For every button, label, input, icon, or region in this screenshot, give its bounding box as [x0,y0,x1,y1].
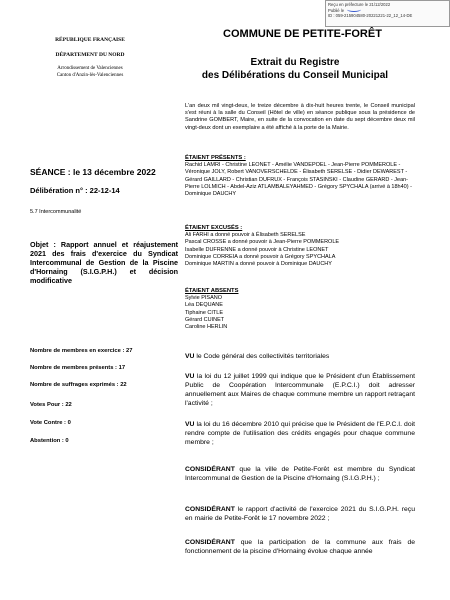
deliberation-number: Délibération n° : 22-12-14 [30,186,120,195]
objet-paragraph: Objet : Rapport annuel et réajustement 2021 des frais d'exercice du Syndicat Intercommunal de Gestion de la Piscine d'Hornaing (S.I.G.P.H.) et décision modificative [30,240,178,285]
stat-members: Nombre de membres en exercice : 27 [30,348,133,354]
excused-item: Dominique MARTIN a donné pouvoir à Dominique DAUCHY [185,261,332,268]
stamp-received: Reçu en préfecture le 21/12/2022 [328,2,391,7]
excused-item: Ali FARHI a donné pouvoir à Élisabeth SERELSE [185,232,306,239]
document-title: Extrait du Registre des Délibérations du Conseil Municipal [201,57,389,81]
arrondissement-label: Arrondissement de Valenciennes Canton d'Anzin-lès-Valenciennes [56,66,124,78]
stat-present: Nombre de membres présents : 17 [30,365,126,371]
absent-section [185,288,415,331]
considerant-rapport: CONSIDÉRANT le rapport d'activité de l'exercice 2021 du S.I.G.P.H. reçu en mairie de Petite-Forêt le 17 novembre 2022 ; [185,506,415,522]
intro-paragraph: L'an deux mil vingt-deux, le treize décembre à dix-huit heures trente, le Conseil municipal s'est réuni à la salle du Conseil (Hôtel de ville) en séance publique sous la présidence de Sandrine GOMBERT, Maire, en suite de la convocation en date du sept décembre deux mil vingt-deux dont un exemplaire a été affiché à la porte de la Mairie. [185,103,415,131]
excused-item: Pascal CROSSE a donné pouvoir à Jean-Pierre POMMEROLE [185,239,340,246]
present-list: Rachid LAMRI - Christine LEONET - Amélie VANDEPOEL - Jean-Pierre POMMEROLE - Véronique JOLY, Robert VANOVERSCHELDE - Élisabeth SERELSE - Didier DEWAREST - Gérard GAILLARD - Christian DUFRUX - François STASINSKI - Claudine GERARD - Jean-Pierre LOLMICH - Abdel-Aziz ATLAMBALEYAHMED - Grégory SPYCHALA (arrivé à 18h40) - Dominique DAUCHY [185,162,412,198]
stat-suffrages: Nombre de suffrages exprimés : 22 [30,382,127,388]
absent-item: Sylvie PISANO [185,295,222,302]
stamp-published: Publié le [328,7,447,13]
department-label: DÉPARTEMENT DU NORD [55,52,125,58]
stamp-id: ID : 059-215904580-20221221-22_12_14-DE [328,13,413,19]
excused-title: ÉTAIENT EXCUSÉS : [185,225,243,231]
absent-item: Gérard CUINET [185,316,225,323]
commune-title: COMMUNE DE PETITE-FORÊT [223,28,382,40]
considerant-membre: CONSIDÉRANT que la ville de Petite-Forêt est membre du Syndicat Intercommunal de Gestion de la Piscine d'Hornaing (S.I.G.P.H.) ; [185,466,415,482]
prefecture-stamp [325,0,450,27]
signature-mark [347,7,361,12]
vu-cgct: VU le Code général des collectivités territoriales [185,353,330,360]
vu-loi-1999: VU la loi du 12 juillet 1999 qui indique que le Président d'un Établissement Public de Coopération Intercommunale (E.P.C.I.) doit adresser annuellement aux Maires de chaque commune membre un rapport retraçant l'activité ; [185,373,415,407]
republic-label: RÉPUBLIQUE FRANÇAISE [55,37,125,43]
vu-loi-2010: VU la loi du 16 décembre 2010 qui précise que le Président de l'E.P.C.I. doit rendre compte de l'utilisation des crédits engagés pour chaque commune membre ; [185,421,415,446]
absent-title: ÉTAIENT ABSENTS [185,288,239,294]
stat-abstention: Abstention : 0 [30,438,69,444]
excused-item: Isabelle DUFRENNE a donné pouvoir à Christine LEONET [185,246,329,253]
stat-votes-for: Votes Pour : 22 [30,402,72,408]
present-section [185,155,415,198]
excused-section [185,225,415,268]
absent-item: Léa DEQUANE [185,302,223,309]
excused-item: Dominique CORREIA a donné pouvoir à Grégory SPYCHALA [185,253,336,260]
absent-item: Tiphaine CITLE [185,309,224,316]
seance-date: SÉANCE : le 13 décembre 2022 [30,167,156,177]
category-label: 5.7 Intercommunalité [30,209,82,215]
considerant-participation: CONSIDÉRANT que la participation de la commune aux frais de fonctionnement de la piscine d'Hornaing évolue chaque année [185,539,415,555]
stat-votes-against: Vote Contre : 0 [30,420,71,426]
present-title: ÉTAIENT PRÉSENTS : [185,155,246,161]
absent-item: Caroline HERLIN [185,324,228,331]
left-header [30,37,150,79]
